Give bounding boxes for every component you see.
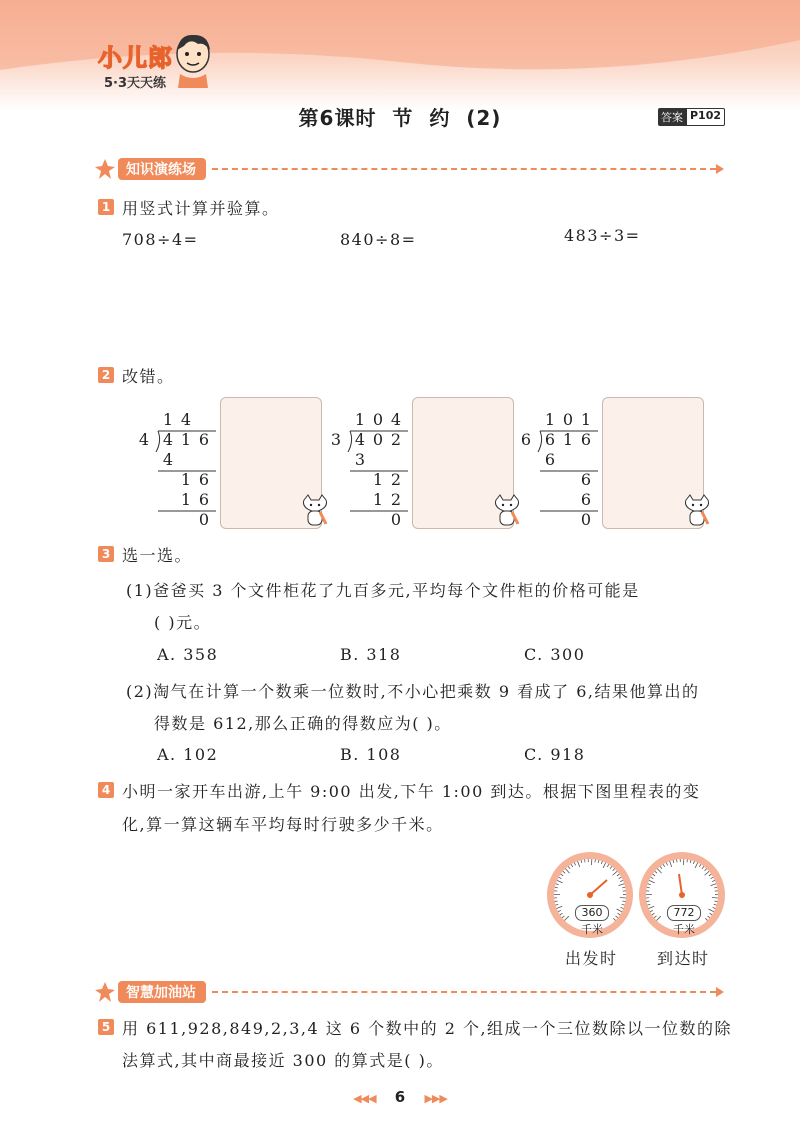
division-step1: 4 [162,450,174,469]
section-banner-practice [94,158,724,180]
q3-sub1-line2: ( )元。 [154,613,212,632]
arrow-icon [716,164,724,174]
cat-pencil-icon [300,494,330,528]
division-remainder: 0 [390,510,402,529]
division-dividend: 4 [162,430,174,449]
mascot-boy-icon [168,30,218,88]
division-quotient: 1 [544,410,556,429]
q4-line1: 小明一家开车出游,上午 9:00 出发,下午 1:00 到达。根据下图里程表的变 [122,782,701,801]
answer-reference [658,108,725,126]
division-dividend: 1 [180,430,192,449]
q1-prompt: 用竖式计算并验算。 [122,199,280,218]
step3: 2 [390,490,402,509]
division-remainder: 0 [198,510,210,529]
step3: 6 [198,490,210,509]
odometer-unit: 千米 [581,923,603,936]
division-dividend: 4 [354,430,366,449]
q3-sub1-line1: (1)爸爸买 3 个文件柜花了九百多元,平均每个文件柜的价格可能是 [126,581,640,600]
step2: 2 [390,470,402,489]
odometer-caption: 出发时 [565,949,618,968]
division-dividend: 6 [198,430,210,449]
question-number-2: 2 [98,367,114,383]
division-remainder: 0 [580,510,592,529]
q3-sub2-option-c: C. 918 [524,745,586,764]
q3-sub2-option-a: A. 102 [157,745,219,764]
logo-subtitle: 5·3天天练 [104,76,167,91]
division-dividend: 2 [390,430,402,449]
q3-sub2-line2: 得数是 612,那么正确的得数应为( )。 [154,714,452,733]
q2-prompt: 改错。 [122,367,175,386]
division-step1: 6 [544,450,556,469]
step2: 1 [180,470,192,489]
question-number-5: 5 [98,1019,114,1035]
q3-sub2-line1: (2)淘气在计算一个数乘一位数时,不小心把乘数 9 看成了 6,结果他算出的 [126,682,700,701]
division-step1: 3 [354,450,366,469]
division-quotient: 4 [180,410,192,429]
odometer-reading: 772 [667,905,701,921]
division-divisor: 3 [330,430,342,449]
division-quotient: 1 [354,410,366,429]
q4-line2: 化,算一算这辆车平均每时行驶多少千米。 [122,815,444,834]
division-dividend: 6 [580,430,592,449]
step2: 6 [198,470,210,489]
lesson-title: 第6课时 节 约 (2) [298,106,502,130]
question-number-4: 4 [98,782,114,798]
q3-sub1-option-b: B. 318 [340,645,402,664]
division-dividend: 1 [562,430,574,449]
q1-item-1: 708÷4= [122,230,199,249]
division-quotient: 0 [372,410,384,429]
division-quotient: 0 [562,410,574,429]
triangle-right-icon: ▶▶▶ [424,1092,447,1105]
section-banner-challenge [94,981,724,1003]
odometer-unit: 千米 [673,923,695,936]
odometer-caption: 到达时 [657,949,710,968]
odometer-end [637,850,727,968]
division-dividend: 0 [372,430,384,449]
odometer-start [545,850,635,968]
q1-item-2: 840÷8= [340,230,417,249]
division-quotient: 4 [390,410,402,429]
division-bracket [328,410,418,540]
step3: 1 [372,490,384,509]
page-number: 6 [394,1088,406,1106]
q3-sub1-option-c: C. 300 [524,645,586,664]
q3-prompt: 选一选。 [122,546,193,565]
q3-sub1-option-a: A. 358 [157,645,219,664]
triangle-left-icon: ◀◀◀ [353,1092,376,1105]
division-bracket [518,410,608,540]
question-number-3: 3 [98,546,114,562]
division-bracket [136,410,226,540]
answer-label: 答案 [658,108,686,126]
dashed-line [212,991,716,993]
q1-item-3: 483÷3= [564,226,641,245]
arrow-icon [716,987,724,997]
q5-line2: 法算式,其中商最接近 300 的算式是( )。 [122,1051,444,1070]
division-divisor: 6 [520,430,532,449]
step3: 6 [580,490,592,509]
odometer-reading: 360 [575,905,609,921]
q3-sub2-option-b: B. 108 [340,745,402,764]
section-title: 知识演练场 [118,158,206,180]
division-divisor: 4 [138,430,150,449]
step2: 1 [372,470,384,489]
division-quotient: 1 [580,410,592,429]
question-number-1: 1 [98,199,114,215]
q5-line1: 用 611,928,849,2,3,4 这 6 个数中的 2 个,组成一个三位数除以一位数的除 [122,1019,733,1038]
section-title: 智慧加油站 [118,981,206,1003]
step2: 6 [580,470,592,489]
answer-page: P102 [686,108,725,126]
division-quotient: 1 [162,410,174,429]
page-footer [0,1088,800,1106]
cat-pencil-icon [682,494,712,528]
dashed-line [212,168,716,170]
star-burst-icon [94,158,116,180]
division-dividend: 6 [544,430,556,449]
logo: 小儿郎 [98,44,173,72]
step3: 1 [180,490,192,509]
star-burst-icon [94,981,116,1003]
